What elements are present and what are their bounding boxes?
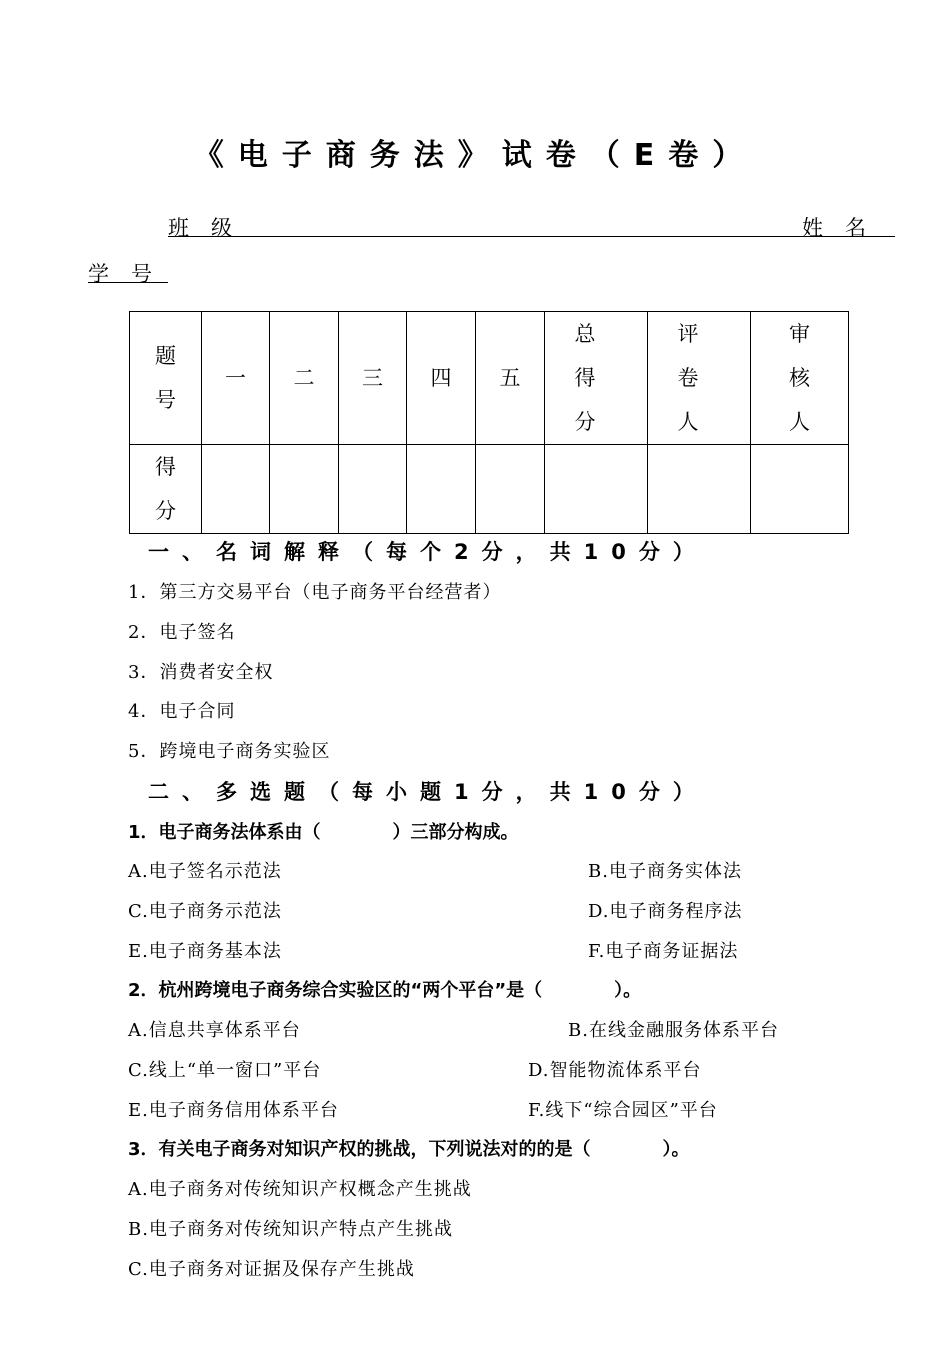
option-c: C.电子商务示范法 — [128, 901, 282, 922]
option-e: E.电子商务基本法 — [128, 941, 282, 962]
option-c: C.线上“单一窗口”平台 — [128, 1060, 322, 1081]
score-cell-1[interactable] — [202, 445, 270, 534]
header-cell-3: 三 — [339, 312, 407, 445]
score-cell-5[interactable] — [476, 445, 545, 534]
name-label: 姓名 — [802, 216, 888, 240]
question-stem: 1．电子商务法体系由（ ）三部分构成。 — [128, 822, 519, 843]
option-f: F.电子商务证据法 — [588, 941, 739, 962]
option-f: F.线下“综合园区”平台 — [528, 1100, 718, 1121]
option-b: B.在线金融服务体系平台 — [568, 1020, 779, 1041]
header-cell-total: 总得分 — [545, 312, 648, 445]
header-cell-4: 四 — [407, 312, 476, 445]
header-cell-grader: 评卷人 — [648, 312, 751, 445]
score-table-score-row — [130, 445, 849, 534]
option-a: A.电子商务对传统知识产权概念产生挑战 — [128, 1179, 472, 1200]
term-item: 3．消费者安全权 — [128, 662, 274, 683]
student-id-label: 学号 — [88, 262, 174, 286]
option-a: A.信息共享体系平台 — [128, 1020, 301, 1041]
score-cell-2[interactable] — [270, 445, 339, 534]
header-cell-1: 一 — [202, 312, 270, 445]
option-a: A.电子签名示范法 — [128, 861, 282, 882]
score-cell-reviewer[interactable] — [751, 445, 849, 534]
header-cell-question-no: 题号 — [130, 312, 202, 445]
term-item: 1．第三方交易平台（电子商务平台经营者） — [128, 582, 502, 603]
term-item: 5．跨境电子商务实验区 — [128, 741, 331, 762]
score-cell-3[interactable] — [339, 445, 407, 534]
option-c: C.电子商务对证据及保存产生挑战 — [128, 1259, 415, 1280]
question-stem: 2．杭州跨境电子商务综合实验区的“两个平台”是（ ）。 — [128, 980, 642, 1001]
option-e: E.电子商务信用体系平台 — [128, 1100, 339, 1121]
header-cell-2: 二 — [270, 312, 339, 445]
class-underline — [168, 236, 895, 237]
class-label: 班级 — [168, 216, 254, 240]
score-table-header-row — [130, 312, 849, 445]
score-cell-total[interactable] — [545, 445, 648, 534]
option-d: D.智能物流体系平台 — [528, 1060, 702, 1081]
term-item: 2．电子签名 — [128, 622, 236, 643]
header-cell-reviewer: 审核人 — [751, 312, 849, 445]
student-id-underline — [88, 282, 168, 283]
score-row-label: 得分 — [130, 445, 202, 534]
section1-heading: 一、名词解释（每个2分，共10分） — [148, 540, 707, 564]
section2-heading: 二、多选题（每小题1分，共10分） — [148, 780, 707, 804]
header-cell-5: 五 — [476, 312, 545, 445]
score-table — [129, 311, 849, 534]
option-d: D.电子商务程序法 — [588, 901, 743, 922]
option-b: B.电子商务对传统知识产特点产生挑战 — [128, 1219, 453, 1240]
option-b: B.电子商务实体法 — [588, 861, 742, 882]
term-item: 4．电子合同 — [128, 701, 236, 722]
exam-title: 《电子商务法》试卷（E卷） — [193, 138, 757, 173]
score-cell-grader[interactable] — [648, 445, 751, 534]
score-cell-4[interactable] — [407, 445, 476, 534]
question-stem: 3．有关电子商务对知识产权的挑战，下列说法对的的是（ ）。 — [128, 1139, 690, 1160]
